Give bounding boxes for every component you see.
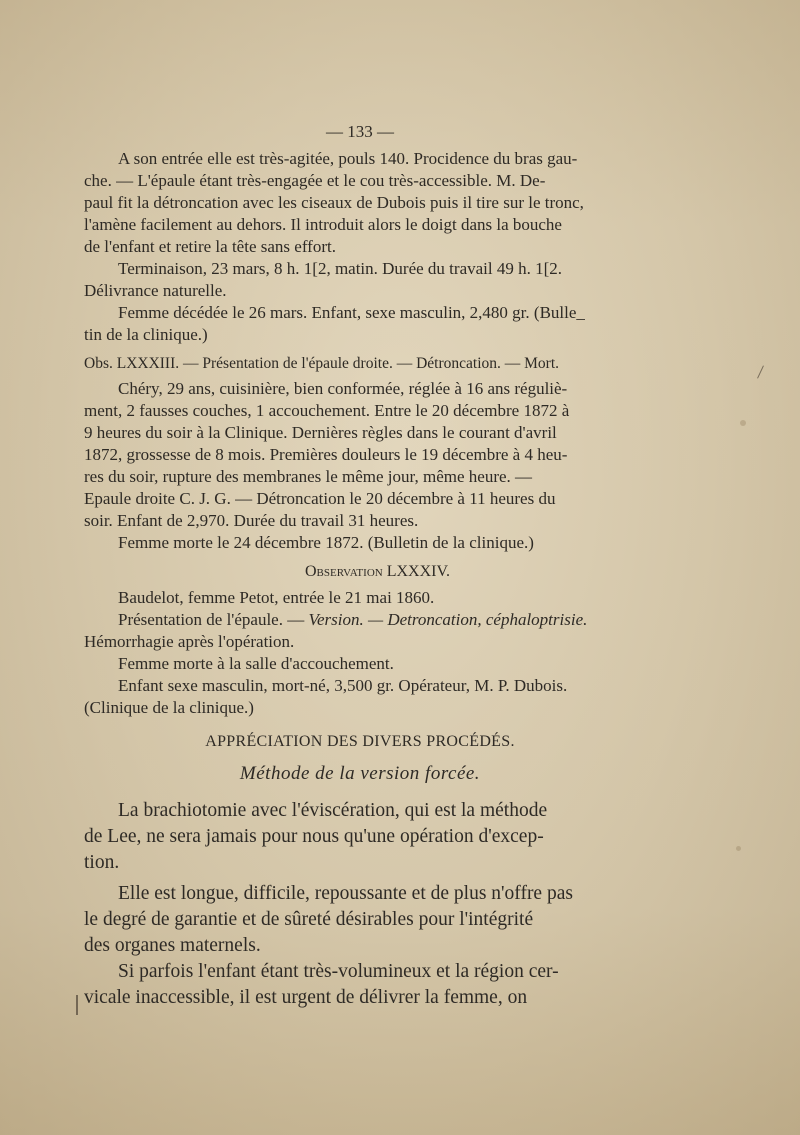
text-line: Délivrance naturelle. <box>84 281 227 300</box>
text-line: Elle est longue, difficile, repoussante et de plus n'offre pas <box>118 883 573 904</box>
text-line: Hémorrhagie après l'opération. <box>84 632 295 651</box>
text-line: La brachiotomie avec l'éviscération, qui est la méthode <box>118 800 548 821</box>
paper-stain <box>736 846 741 851</box>
text-line: l'amène facilement au dehors. Il introduit alors le doigt dans la bouche <box>84 215 562 234</box>
text-line: Baudelot, femme Petot, entrée le 21 mai 1860. <box>118 588 435 607</box>
text-line: Terminaison, 23 mars, 8 h. 1[2, matin. Durée du travail 49 h. 1[2. <box>118 259 563 278</box>
text-line: paul fit la détroncation avec les ciseaux de Dubois puis il tire sur le tronc, <box>84 193 584 212</box>
section-subtitle: Méthode de la version forcée. <box>239 763 481 784</box>
paper-stain <box>740 420 746 426</box>
text-line: Chéry, 29 ans, cuisinière, bien conformée, réglée à 16 ans réguliè- <box>118 379 568 398</box>
text-line: le degré de garantie et de sûreté désirables pour l'intégrité <box>84 909 534 930</box>
text-line: 1872, grossesse de 8 mois. Premières douleurs le 19 décembre à 4 heu- <box>84 445 568 464</box>
text-line: Epaule droite C. J. G. — Détroncation le 20 décembre à 11 heures du <box>84 489 556 508</box>
text-line: che. — L'épaule étant très-engagée et le cou très-accessible. M. De- <box>84 171 546 190</box>
text-line: vicale inaccessible, il est urgent de délivrer la femme, on <box>84 987 528 1008</box>
text-line: de Lee, ne sera jamais pour nous qu'une opération d'excep- <box>84 826 544 847</box>
text-line: soir. Enfant de 2,970. Durée du travail 31 heures. <box>84 511 419 530</box>
text-line: res du soir, rupture des membranes le même jour, même heure. — <box>84 467 533 486</box>
text-line: 9 heures du soir à la Clinique. Dernières règles dans le courant d'avril <box>84 423 557 442</box>
text-line: de l'enfant et retire la tête sans effort. <box>84 237 336 256</box>
section-title: APPRÉCIATION DES DIVERS PROCÉDÉS. <box>205 733 515 750</box>
text-line: Si parfois l'enfant étant très-volumineux et la région cer- <box>118 961 559 982</box>
text-line: Enfant sexe masculin, mort-né, 3,500 gr. Opérateur, M. P. Dubois. <box>118 676 568 695</box>
ink-mark <box>76 995 78 1015</box>
text-line: ment, 2 fausses couches, 1 accouchement. Entre le 20 décembre 1872 à <box>84 401 570 420</box>
page-number: — 133 — <box>326 122 394 141</box>
text-line: (Clinique de la clinique.) <box>84 698 254 717</box>
text-line: A son entrée elle est très-agitée, pouls 140. Procidence du bras gau- <box>118 149 578 168</box>
text-line: des organes maternels. <box>84 935 261 956</box>
ink-mark <box>757 365 764 378</box>
text-line: Présentation de l'épaule. — Version. — Detroncation, céphaloptrisie. <box>118 610 588 629</box>
text-line: Femme morte le 24 décembre 1872. (Bulletin de la clinique.) <box>118 533 534 552</box>
observation-heading: Obs. LXXXIII. — Présentation de l'épaule droite. — Détroncation. — Mort. <box>84 355 559 372</box>
observation-heading: Observation LXXXIV. <box>305 563 450 580</box>
text-line: Femme décédée le 26 mars. Enfant, sexe masculin, 2,480 gr. (Bulle_ <box>118 303 585 322</box>
text-line: tin de la clinique.) <box>84 325 208 344</box>
text-line: tion. <box>84 852 120 873</box>
text-line: Femme morte à la salle d'accouchement. <box>118 654 394 673</box>
